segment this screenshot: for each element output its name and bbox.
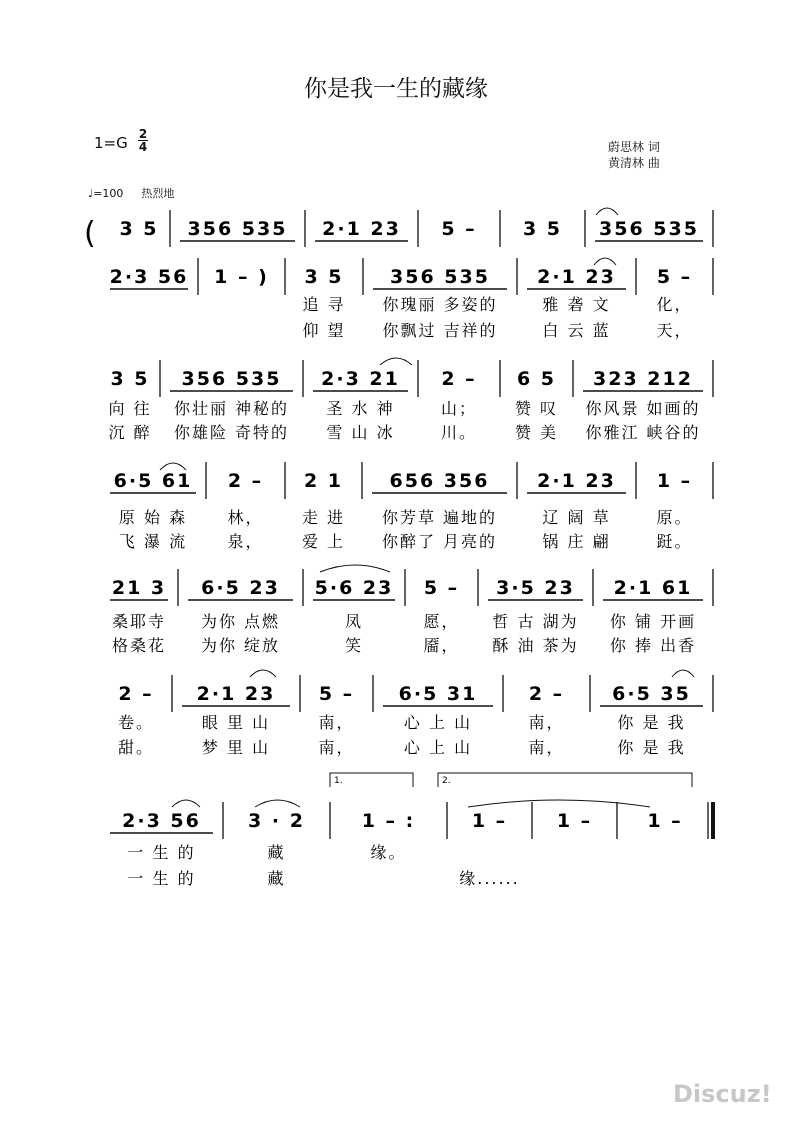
lyric-verse-1: 心 上 山	[403, 713, 473, 732]
lyric-verse-1: 为你 点燃	[200, 612, 281, 631]
lyric-verse-2: 锅 庄 翩	[542, 532, 611, 551]
lyric-verse-2: 你醉了 月亮的	[381, 532, 498, 551]
lyric-verse-2: 梦 里 山	[201, 738, 271, 757]
lyric-verse-1: 南，	[528, 713, 565, 732]
lyric-verse-1: 哲 古 湖为	[492, 612, 579, 631]
slur-arc	[380, 358, 412, 365]
lyric-verse-2: 格桑花	[111, 636, 167, 655]
lyric-verse-1: 原 始 森	[118, 508, 188, 527]
lyric-verse-2: 白 云 蓝	[542, 321, 611, 340]
lyric-verse-2: 你雄险 奇特的	[173, 423, 290, 442]
lyric-verse-2: 南，	[318, 738, 355, 757]
lyric-verse-1: 雅 砻 文	[542, 295, 611, 314]
lyric-verse-1: 你瑰丽 多姿的	[382, 295, 498, 314]
measure-notes: 1 –	[556, 810, 593, 832]
key-signature: 1=G	[94, 134, 128, 152]
lyric-verse-2: 仰 望	[302, 321, 346, 340]
lyric-verse-1: 辽 阔 草	[542, 508, 611, 527]
measure-notes: 323 212	[593, 368, 693, 390]
song-title: 你是我一生的藏缘	[304, 76, 488, 102]
expression-marking: 热烈地	[141, 187, 175, 200]
lyric-verse-2: 泉，	[227, 532, 264, 551]
measure-notes: 656 356	[389, 470, 490, 492]
measure-notes: 2·1 61	[613, 577, 693, 599]
measure-notes: 2·1 23	[322, 218, 401, 240]
lyric-verse-2: 天，	[656, 321, 693, 340]
measure-notes: 3 5	[110, 368, 150, 390]
measure-notes: 1 –	[656, 470, 693, 492]
lyric-verse-1: 圣 水 神	[326, 399, 395, 418]
lyric-verse-2: 心 上 山	[403, 738, 473, 757]
time-signature-top: 2	[138, 127, 148, 141]
lyric-verse-2: 靥，	[423, 636, 460, 655]
measure-notes: 5·6 23	[314, 577, 394, 599]
measure-notes: 5 –	[423, 577, 460, 599]
lyric-verse-1: 山；	[440, 399, 478, 418]
lyric-verse-1: 追 寻	[302, 295, 346, 314]
lyric-verse-1: 林，	[227, 508, 264, 527]
lyric-verse-2: 藏	[267, 869, 286, 888]
lyric-verse-1: 缘。	[370, 843, 407, 862]
lyric-verse-1: 你风景 如画的	[585, 399, 701, 418]
volta-2-label: 2.	[442, 776, 451, 786]
lyric-verse-1: 走 进	[301, 508, 346, 527]
lyric-verse-2: 你 是 我	[617, 738, 686, 757]
slur-arc	[594, 258, 616, 265]
measure-notes: 2·3 56	[109, 266, 189, 288]
lyric-verse-2: 川。	[440, 423, 478, 442]
tempo-marking: ♩=100	[88, 186, 124, 200]
lyric-verse-1: 你 铺 开画	[609, 612, 697, 631]
measure-notes: 356 535	[181, 368, 282, 390]
lyricist-credit: 蔚思林 词	[608, 140, 660, 154]
lyric-verse-2: 飞 瀑 流	[118, 532, 188, 551]
lyric-verse-1: 你壮丽 神秘的	[173, 399, 290, 418]
composer-credit: 黄清林 曲	[608, 156, 660, 170]
slur-arc	[672, 670, 694, 677]
measure-notes: 3 5	[119, 218, 159, 240]
measure-notes: 2·1 23	[196, 683, 276, 705]
slur-arc	[320, 565, 390, 572]
lyric-verse-2: 甜。	[117, 738, 155, 757]
lyric-verse-1: 南，	[318, 713, 355, 732]
measure-notes: 2 –	[528, 683, 565, 705]
measure-notes: 356 535	[390, 266, 490, 288]
lyric-verse-2: 雪 山 冰	[326, 423, 395, 442]
measure-notes: 3 · 2	[248, 810, 305, 832]
lyric-verse-1: 原。	[656, 508, 693, 527]
volta-1-label: 1.	[334, 776, 343, 786]
measure-notes: 6·5 31	[398, 683, 478, 705]
measure-notes: 356 535	[187, 218, 288, 240]
lyric-verse-2: 一 生 的	[127, 869, 196, 888]
measure-notes: 1 – )	[214, 266, 269, 288]
measure-notes: 2 –	[227, 470, 264, 492]
lyric-verse-2: 酥 油 茶为	[492, 636, 579, 655]
measure-notes: 5 –	[441, 218, 477, 240]
measure-notes: 6·5 35	[612, 683, 691, 705]
measure-notes: 1 – :	[361, 810, 416, 832]
slur-arc	[468, 800, 650, 807]
measure-notes: 5 –	[656, 266, 693, 288]
lyric-verse-1: 赞 叹	[514, 399, 559, 418]
measure-notes: 6·5 23	[201, 577, 280, 599]
lyric-verse-2: 沉 醉	[108, 423, 152, 442]
opening-parenthesis: (	[84, 216, 96, 251]
lyric-verse-2: 缘......	[459, 869, 520, 888]
lyric-verse-1: 眼 里 山	[201, 713, 271, 732]
lyric-verse-1: 愿，	[423, 612, 460, 631]
lyric-verse-1: 藏	[267, 843, 286, 862]
measure-notes: 3 5	[522, 218, 563, 240]
slur-arc	[255, 800, 300, 807]
measure-notes: 2 1	[303, 470, 344, 492]
time-signature-bottom: 4	[138, 140, 148, 154]
measure-notes: 3·5 23	[496, 577, 575, 599]
measure-notes: 2·1 23	[537, 470, 616, 492]
measure-notes: 6·5 61	[113, 470, 193, 492]
lyric-verse-2: 爱 上	[301, 532, 346, 551]
lyric-verse-1: 凤	[344, 612, 364, 631]
lyric-verse-1: 你芳草 遍地的	[381, 508, 498, 527]
measure-notes: 1 –	[471, 810, 508, 832]
measure-notes: 2 –	[118, 683, 154, 705]
measure-notes: 3 5	[304, 266, 344, 288]
measure-notes: 5 –	[318, 683, 355, 705]
lyric-verse-2: 笑	[344, 636, 364, 655]
measure-notes: 2·1 23	[537, 266, 616, 288]
slur-arc	[596, 208, 618, 215]
measure-notes: 21 3	[111, 577, 167, 599]
lyric-verse-1: 一 生 的	[127, 843, 196, 862]
slur-arc	[172, 800, 200, 807]
measure-notes: 6 5	[516, 368, 557, 390]
lyric-verse-1: 桑耶寺	[111, 612, 167, 631]
lyric-verse-1: 你 是 我	[617, 713, 686, 732]
lyric-verse-2: 你 捧 出香	[609, 636, 697, 655]
lyric-verse-2: 你飘过 吉祥的	[382, 321, 498, 340]
lyric-verse-2: 南，	[528, 738, 565, 757]
measure-notes: 2·3 56	[122, 810, 201, 832]
lyric-verse-2: 你雅江 峡谷的	[585, 423, 701, 442]
measure-notes: 1 –	[647, 810, 683, 832]
measure-notes: 356 535	[599, 218, 699, 240]
slur-arc	[250, 670, 276, 677]
slur-arc	[160, 463, 186, 470]
lyric-verse-1: 卷。	[117, 713, 155, 732]
watermark-logo: Discuz!	[673, 1080, 772, 1108]
lyric-verse-1: 化，	[656, 295, 693, 314]
lyric-verse-2: 为你 绽放	[200, 636, 281, 655]
measure-notes: 2 –	[441, 368, 477, 390]
lyric-verse-1: 向 往	[108, 399, 152, 418]
measure-notes: 2·3 21	[321, 368, 400, 390]
lyric-verse-2: 跹。	[656, 532, 693, 551]
volta-2-bracket	[438, 773, 692, 787]
lyric-verse-2: 赞 美	[514, 423, 559, 442]
